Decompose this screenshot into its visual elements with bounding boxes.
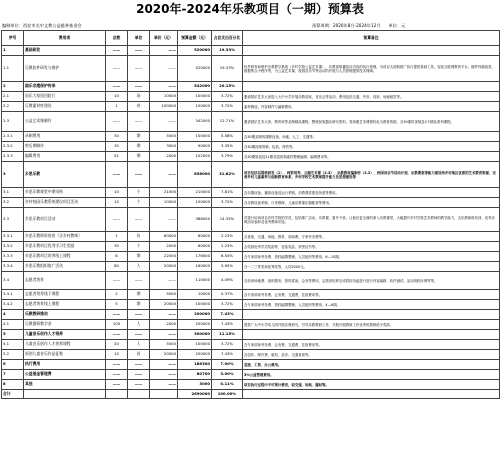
cell-item: 乡思乐教课堂中期采购 — [24, 188, 106, 198]
cell-no: 3.3.4 — [2, 262, 24, 272]
cell-item: 乐教素材库建设 — [24, 102, 106, 112]
cell-unit: 期 — [128, 300, 150, 310]
cell-item: 公益基金管理费 — [24, 370, 106, 380]
cell-no: 5.1 — [2, 340, 24, 350]
cell-price: —— — [150, 46, 178, 56]
cell-unit: —— — [128, 208, 150, 232]
cell-note: 含30期原创及21期非遗视频素材整理编辑、编辑费用等。 — [243, 152, 500, 162]
budget-period: 预算周期：2020年8月-2024年12月 单位：元 — [312, 23, 406, 28]
cell-note: 3%公益管理费用。 — [243, 370, 500, 380]
cell-qty: 30 — [106, 242, 128, 252]
cell-item: 基础研发 — [24, 46, 106, 56]
cell-amount: 100000 — [178, 198, 212, 208]
cell-item: 乡思乐教师资培育（含乡村教师） — [24, 232, 106, 242]
table-row — [2, 152, 500, 162]
table-row — [2, 272, 500, 290]
cell-note: 含培训场地费、组织服务、资料准备、会务等费用，志愿者培养完成将担负起进行进行内容编辑、软件测试、活动组织协调等等。 — [243, 272, 500, 290]
cell-price: 2000 — [150, 242, 178, 252]
cell-price: 22000 — [150, 252, 178, 262]
cell-no: 3.4.1 — [2, 290, 24, 300]
cell-no: 3.3.2 — [2, 242, 24, 252]
cell-amount: 188300 — [178, 360, 212, 370]
budget-table — [1, 30, 500, 399]
cell-no: 6 — [2, 360, 24, 370]
cell-item: 公益艺术课制作 — [24, 112, 106, 132]
table-row — [2, 92, 500, 102]
cell-amount: 110000 — [178, 272, 212, 290]
cell-price: 20000 — [150, 300, 178, 310]
cell-price: —— — [150, 208, 178, 232]
cell-qty: 51 — [106, 152, 128, 162]
cell-item: 志愿者培养 — [24, 272, 106, 290]
cell-item: 乡思乐教 — [24, 162, 106, 188]
cell-pct: 0.37% — [212, 290, 243, 300]
cell-price: —— — [150, 82, 178, 92]
cell-amount: 10000 — [178, 290, 212, 300]
cell-no: 2.3 — [2, 112, 24, 132]
cell-no: 3.4 — [2, 272, 24, 290]
cell-item: 编辑费用 — [24, 152, 106, 162]
cell-note — [243, 310, 500, 320]
cell-price: 2000 — [150, 152, 178, 162]
cell-price: 3000 — [150, 142, 178, 152]
cell-qty: —— — [106, 112, 128, 132]
cell-item: 乐教测资教学金 — [24, 320, 106, 330]
total-row — [2, 390, 500, 399]
cell-note: 含30期录制的课程设备、场地、人工、交通等。 — [243, 132, 500, 142]
cell-amount: 100000 — [178, 92, 212, 102]
cell-amount: 386000 — [178, 208, 212, 232]
cell-item: 志愿者培养线上课程 — [24, 300, 106, 310]
cell-qty: 10 — [106, 350, 128, 360]
cell-pct: 7.43% — [212, 320, 243, 330]
cell-price: —— — [150, 330, 178, 340]
cell-unit: 期 — [128, 252, 150, 262]
cell-unit: 首 — [128, 350, 150, 360]
cell-pct: 31.82% — [212, 162, 243, 188]
cell-pct: 6.54% — [212, 252, 243, 262]
section-row — [2, 310, 500, 320]
cell-no: 3.3 — [2, 208, 24, 232]
cell-note: 含专家讲师劳务费、会务费、交通费、住宿费用等。 — [243, 340, 500, 350]
cell-qty: 5 — [106, 300, 128, 310]
table-row — [2, 198, 500, 208]
cell-unit: —— — [128, 112, 150, 132]
cell-no: 2.3.1 — [2, 132, 24, 142]
cell-item: 乐教教研推动 — [24, 310, 106, 320]
cell-unit: —— — [128, 380, 150, 390]
cell-price: 60000 — [150, 232, 178, 242]
cell-qty: 1 — [106, 102, 128, 112]
cell-pct: 7.00% — [212, 360, 243, 370]
cell-pct: 3.72% — [212, 92, 243, 102]
cell-qty: 10 — [106, 92, 128, 102]
cell-item: 其他 — [24, 380, 106, 390]
cell-qty: —— — [106, 162, 128, 188]
table-row — [2, 132, 500, 142]
cell-qty: 80 — [106, 262, 128, 272]
cell-pct: 3.72% — [212, 340, 243, 350]
cell-note: 项目包括以提供研发（1）、师资培养、云端艺术课（2.3）、乐教教材编制作（2.2）、校园音乐节活动计划，乐教课堂等能力建设给乡村地区优质的艺术教育资源，完善乡村儿童素养与创新教育体系，乡村学校艺术教师提升能力及思想建设等 — [243, 162, 500, 188]
col-header-amount: 预算金额（元） — [178, 31, 212, 46]
cell-note: 分一二三等奖和优秀奖等，人均2000元。 — [243, 262, 500, 272]
cell-price: —— — [150, 310, 178, 320]
table-row — [2, 208, 500, 232]
cell-no: 5.2 — [2, 350, 24, 360]
cell-unit: 个 — [128, 188, 150, 198]
cell-item: 剪后期制作 — [24, 142, 106, 152]
cell-qty: —— — [106, 272, 128, 290]
cell-amount: 200000 — [178, 310, 212, 320]
table-row — [2, 262, 500, 272]
cell-price: —— — [150, 272, 178, 290]
cell-pct: 7.43% — [212, 350, 243, 360]
cell-amount: 60000 — [178, 232, 212, 242]
cell-amount: 210000 — [178, 188, 212, 198]
cell-amount: 90000 — [178, 142, 212, 152]
total-amount: 2690000 — [178, 390, 212, 399]
cell-amount: 542000 — [178, 82, 212, 92]
col-header-note: 预算备注 — [243, 31, 500, 46]
col-header-item: 费用项 — [24, 31, 106, 46]
cell-qty: 20 — [106, 340, 128, 350]
cell-no: 3.2 — [2, 198, 24, 208]
cell-amount: 60000 — [178, 242, 212, 252]
cell-no: 3.3.3 — [2, 252, 24, 262]
cell-price: 2000 — [150, 320, 178, 330]
section-row — [2, 82, 500, 92]
table-row — [2, 242, 500, 252]
cell-unit: 期 — [128, 132, 150, 142]
cell-qty: 30 — [106, 142, 128, 152]
cell-no: 2.1 — [2, 92, 24, 102]
cell-item: 乡村校园乐教系统建设项目活动 — [24, 198, 106, 208]
cell-item: 乡思乐教项目优秀学习生奖励 — [24, 242, 106, 252]
cell-pct: 2.23% — [212, 232, 243, 242]
cell-price: 5000 — [150, 340, 178, 350]
org-unit: 编制单位：西安市光中文教公益慈善基金会 — [2, 23, 82, 28]
cell-note: 含专家讲师劳务费、资料编撰整理、人员组织等费用，6—10期。 — [243, 252, 500, 262]
cell-amount: 300000 — [178, 330, 212, 340]
table-row — [2, 340, 500, 350]
cell-amount: 150000 — [178, 132, 212, 142]
section-row — [2, 330, 500, 340]
cell-qty: 2 — [106, 290, 128, 300]
cell-note — [243, 330, 500, 340]
cell-unit: —— — [128, 330, 150, 340]
cell-qty: —— — [106, 360, 128, 370]
cell-amount: 100000 — [178, 340, 212, 350]
header-row — [2, 31, 500, 46]
cell-price: —— — [150, 56, 178, 82]
cell-qty: 10 — [106, 188, 128, 198]
cell-item: 乡思乐教项目培养线上课程 — [24, 252, 106, 262]
total-label: 合计 — [2, 390, 24, 399]
cell-unit: —— — [128, 272, 150, 290]
cell-amount: 520000 — [178, 56, 212, 82]
cell-price: 10000 — [150, 198, 178, 208]
cell-item: 乡思乐教项目活动 — [24, 208, 106, 232]
section-row — [2, 46, 500, 56]
cell-unit: 期 — [128, 290, 150, 300]
table-row — [2, 56, 500, 82]
section-row — [2, 370, 500, 380]
cell-price: —— — [150, 380, 178, 390]
cell-unit: 场 — [128, 92, 150, 102]
cell-qty: 10 — [106, 198, 128, 208]
cell-qty: 30 — [106, 132, 128, 142]
cell-pct: 11.15% — [212, 330, 243, 340]
table-row — [2, 320, 500, 330]
cell-unit: —— — [128, 370, 150, 380]
col-header-unit: 单位 — [128, 31, 150, 46]
cell-pct: 3.72% — [212, 198, 243, 208]
cell-price: —— — [150, 360, 178, 370]
cell-no: 3 — [2, 162, 24, 188]
cell-amount: 176000 — [178, 252, 212, 262]
cell-no: 4.1 — [2, 320, 24, 330]
cell-note: 含专家讲师劳务费、资料编撰整理、人员组织等费用，4—6期。 — [243, 300, 500, 310]
cell-price: 21000 — [150, 188, 178, 198]
cell-note: 提供广大中小学幼儿园开展乐教研究，引导乐教教研工作，开展开展教研工作优秀的教研给予奖励。 — [243, 320, 500, 330]
cell-price: 5000 — [150, 290, 178, 300]
col-header-qty: 总数 — [106, 31, 128, 46]
cell-pct: 19.33% — [212, 56, 243, 82]
table-row — [2, 300, 500, 310]
cell-unit: 人 — [128, 262, 150, 272]
cell-note — [243, 46, 500, 56]
cell-unit: 期 — [128, 152, 150, 162]
cell-amount: 160000 — [178, 262, 212, 272]
cell-qty: 100 — [106, 320, 128, 330]
cell-pct: 12.71% — [212, 112, 243, 132]
cell-no: 3.1 — [2, 188, 24, 198]
cell-note: 项目执行过程中不可预计费用，如交通、场地、器材等。 — [243, 380, 500, 390]
cell-no: 8 — [2, 380, 24, 390]
section-row — [2, 162, 500, 188]
section-row — [2, 380, 500, 390]
cell-item: 乡思乐教组织推广活动 — [24, 262, 106, 272]
cell-unit: 个 — [128, 242, 150, 252]
cell-price: 20000 — [150, 350, 178, 360]
cell-no: 3.4.2 — [2, 300, 24, 310]
cell-amount: 102000 — [178, 152, 212, 162]
cell-item: 国乐非遗保护传承 — [24, 82, 106, 92]
cell-qty: —— — [106, 208, 128, 232]
table-row — [2, 112, 500, 132]
cell-qty: 1 — [106, 232, 128, 242]
cell-price: 10000 — [150, 92, 178, 102]
cell-no: 3.3.1 — [2, 232, 24, 242]
cell-unit: —— — [128, 162, 150, 188]
cell-amount: 342000 — [178, 112, 212, 132]
document-title: 2020年-2024年乐教项目（一期）预算表 — [136, 2, 364, 16]
cell-pct: 3.72% — [212, 300, 243, 310]
col-header-no: 序号 — [2, 31, 24, 46]
cell-unit: —— — [128, 360, 150, 370]
table-body — [2, 46, 500, 390]
cell-note: 含创作、制作费、版权、录音、交通食宿等。 — [243, 350, 500, 360]
cell-pct: 20.15% — [212, 82, 243, 92]
cell-no: 1 — [2, 46, 24, 56]
cell-qty: —— — [106, 56, 128, 82]
table-row — [2, 232, 500, 242]
cell-note: 含乐器设备、播放设备及运行采购，乐教课堂建设所需等费用。 — [243, 188, 500, 198]
cell-pct: 7.81% — [212, 188, 243, 198]
table-row — [2, 290, 500, 300]
cell-note: 差旅、工资、办公费用。 — [243, 360, 500, 370]
table-row — [2, 102, 500, 112]
cell-qty: —— — [106, 330, 128, 340]
cell-price: 100000 — [150, 102, 178, 112]
cell-qty: —— — [106, 82, 128, 92]
cell-amount: 100000 — [178, 102, 212, 112]
cell-note — [243, 82, 500, 92]
cell-note: 含专家讲师劳务费、会务费、交通费、住宿费用等。 — [243, 290, 500, 300]
cell-pct: 3.72% — [212, 102, 243, 112]
cell-item: 志愿者培养线下课程 — [24, 290, 106, 300]
table-row — [2, 350, 500, 360]
cell-price: 20000 — [150, 262, 178, 272]
cell-no: 2.3.3 — [2, 152, 24, 162]
cell-pct: 3.00% — [212, 370, 243, 380]
cell-unit: —— — [128, 56, 150, 82]
cell-item: 执行费用 — [24, 360, 106, 370]
cell-note: 邀请国乐艺术大家、教育家等录制精品课程，整理民族器乐研究资料，将高雅艺术课程转化为教育资源，含30课时视频及2个精品系列课程。 — [243, 112, 500, 132]
section-row — [2, 360, 500, 370]
cell-unit: 期 — [128, 142, 150, 152]
total-pct: 100.00% — [212, 390, 243, 399]
cell-qty: —— — [106, 46, 128, 56]
cell-no: 1.1 — [2, 56, 24, 82]
cell-note: 对进行培训项目乡村学校的学员，包括推广活动、乐教课、夏冬令营，让他们更全面的深入乐教课堂，大幅提升乡村学校艺术教师的教学能力，含乐教师资培训、优秀乐教活动表彰及优秀教师评选。 — [243, 208, 500, 232]
cell-pct: 7.43% — [212, 310, 243, 320]
cell-note: 含奖励优秀学员奖励等，包括奖品、荣誉证书等。 — [243, 242, 500, 252]
cell-amount: 80700 — [178, 370, 212, 380]
cell-note: 邀请国乐艺术大家进入大中小学开展乐教讲座、音乐会等活动，费用包括交通、劳务、食宿、场地租赁等。 — [243, 92, 500, 102]
cell-qty: —— — [106, 370, 128, 380]
cell-no: 2.3.2 — [2, 142, 24, 152]
cell-price: —— — [150, 112, 178, 132]
cell-price: 5000 — [150, 132, 178, 142]
cell-note: 含30期视频剪辑、包装、特效等。 — [243, 142, 500, 152]
cell-amount: 200000 — [178, 320, 212, 330]
cell-unit: 人 — [128, 320, 150, 330]
cell-amount: 100000 — [178, 300, 212, 310]
cell-item: 乐教软件研发与维护 — [24, 56, 106, 82]
cell-pct: 3.35% — [212, 142, 243, 152]
cell-unit: 份 — [128, 232, 150, 242]
cell-pct: 2.23% — [212, 242, 243, 252]
cell-note: 含乐教设备采购、日常维修，儿童乐教课乐器配套等费用。 — [243, 198, 500, 208]
cell-no: 2 — [2, 82, 24, 92]
cell-amount: 3000 — [178, 380, 212, 390]
cell-pct: 14.35% — [212, 208, 243, 232]
cell-price: —— — [150, 162, 178, 188]
table-row — [2, 188, 500, 198]
cell-item: 儿童音乐创作人才培养课程 — [24, 340, 106, 350]
cell-qty: 8 — [106, 252, 128, 262]
cell-price: —— — [150, 370, 178, 380]
cell-qty: —— — [106, 310, 128, 320]
cell-unit: —— — [128, 310, 150, 320]
cell-pct: 3.79% — [212, 152, 243, 162]
cell-pct: 0.11% — [212, 380, 243, 390]
cell-pct: 19.33% — [212, 46, 243, 56]
cell-unit: —— — [128, 46, 150, 56]
table-row — [2, 252, 500, 262]
cell-item: 录制费用 — [24, 132, 106, 142]
table-row — [2, 142, 500, 152]
cell-pct: 4.09% — [212, 272, 243, 290]
cell-amount: 200000 — [178, 350, 212, 360]
col-header-price: 单价（元） — [150, 31, 178, 46]
cell-pct: 5.58% — [212, 132, 243, 142]
cell-no: 2.2 — [2, 102, 24, 112]
cell-no: 4 — [2, 310, 24, 320]
cell-item: 国乐大家找回院行 — [24, 92, 106, 102]
cell-amount: 520000 — [178, 46, 212, 56]
cell-item: 儿童音乐创作人才培养 — [24, 330, 106, 340]
cell-no: 5 — [2, 330, 24, 340]
cell-note: 软件研发和维护乐教教学系统（乡村学校公益艺术课），乐教视频播放自内容的执行管理，为项目大面积推广执行提供基础工具，包括互联网教育平台、硬件终端改善，数据集合小程序等，为公益艺术课、校园音乐节等活动的开展与人员管理提供技术保障。 — [243, 56, 500, 82]
cell-amount: 856000 — [178, 162, 212, 188]
cell-unit: 人 — [128, 340, 150, 350]
cell-qty: —— — [106, 380, 128, 390]
cell-note: 含食宿、交通、场地、教材、讲师费、专家劳务费等。 — [243, 232, 500, 242]
cell-unit: —— — [128, 82, 150, 92]
cell-unit: 项 — [128, 102, 150, 112]
cell-item: 原创儿童音乐作品征集 — [24, 350, 106, 360]
cell-pct: 5.95% — [212, 262, 243, 272]
cell-note: 素材筛选、内容制作与编辑费用。 — [243, 102, 500, 112]
cell-unit: 个 — [128, 198, 150, 208]
col-header-pct: 占总支出百分比 — [212, 31, 243, 46]
cell-no: 7 — [2, 370, 24, 380]
